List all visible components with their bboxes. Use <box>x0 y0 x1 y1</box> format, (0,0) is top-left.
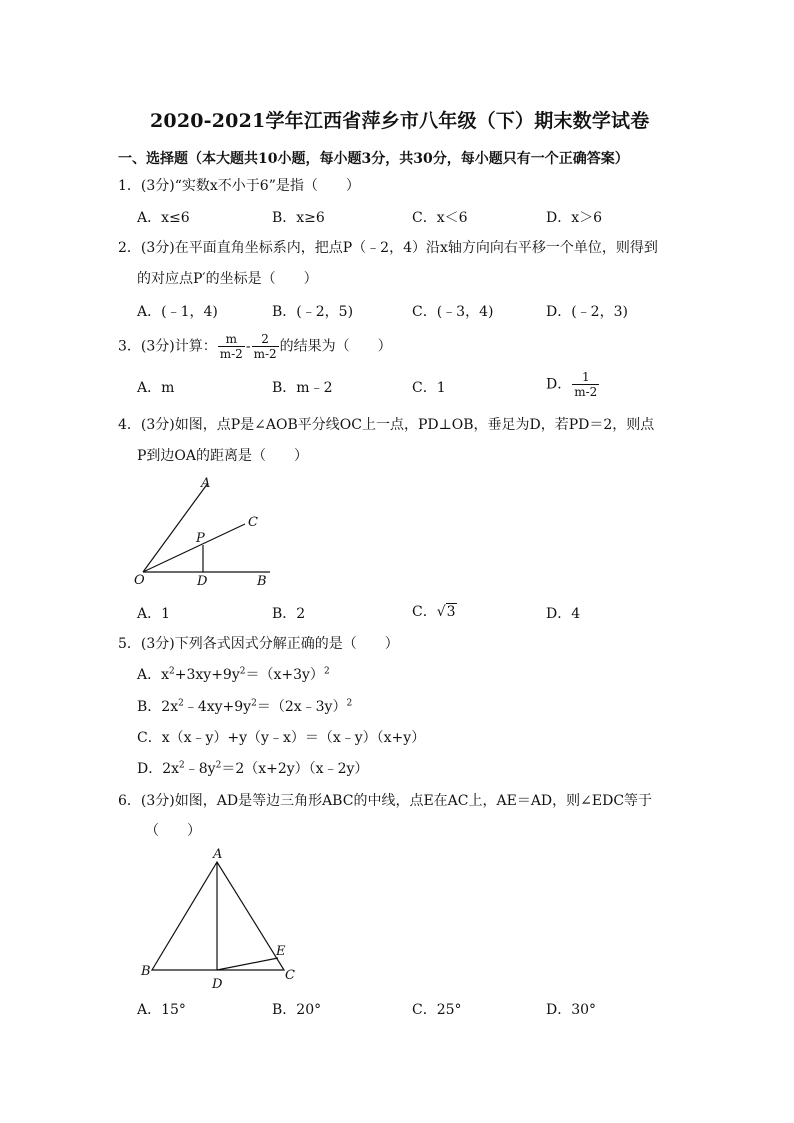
question-5-stem: 5．(3分)下列各式因式分解正确的是（ ） <box>118 636 399 652</box>
ray-oa <box>143 483 208 572</box>
label-d: D <box>212 977 223 992</box>
question-1-option-b[interactable]: B．x≥6 <box>272 210 325 226</box>
question-4-stem-line1: 4．(3分)如图，点P是∠AOB平分线OC上一点，PD⊥OB，垂足为D，若PD＝2，则点 <box>118 417 655 433</box>
question-3-option-d[interactable]: D． $\frac{1}{m-2}$ <box>546 370 598 399</box>
question-4-option-b[interactable]: B．2 <box>272 606 306 622</box>
sqrt-symbol: √3 <box>436 604 456 620</box>
label-o: O <box>134 573 145 588</box>
label-b: B <box>141 964 151 979</box>
question-4-option-d[interactable]: D．4 <box>546 606 581 622</box>
question-3-suffix: 的结果为（ ） <box>279 338 392 355</box>
question-4-option-a[interactable]: A．1 <box>137 606 171 622</box>
question-3-stem <box>118 332 392 361</box>
section-heading: 一、选择题（本大题共10小题，每小题3分，共30分，每小题只有一个正确答案） <box>118 151 629 167</box>
triangle-abc <box>152 862 284 970</box>
question-1-option-c[interactable]: C．x＜6 <box>412 210 468 226</box>
page-title: 2020-2021学年江西省萍乡市八年级（下）期末数学试卷 <box>150 110 650 132</box>
question-6-option-a[interactable]: A．15° <box>137 1002 186 1018</box>
question-1-option-d[interactable]: D．x＞6 <box>546 210 603 226</box>
ray-oc <box>143 524 245 572</box>
question-3-option-c[interactable]: C．1 <box>412 380 446 396</box>
fraction-1: $\frac{m}{m-2}$ <box>219 332 243 361</box>
label-e: E <box>276 944 286 959</box>
segment-de <box>217 958 278 970</box>
label-a: A <box>201 476 211 491</box>
label-b: B <box>257 574 267 589</box>
minus-sign: - <box>245 338 251 355</box>
question-5-option-d[interactable]: D．$2x^2﹣8y^2=2(x+2y)(x﹣2y)$ <box>137 760 369 777</box>
label-c: C <box>248 515 258 530</box>
question-2-option-d[interactable]: D．(﹣2，3) <box>546 304 628 320</box>
question-3-option-b[interactable]: B．m﹣2 <box>272 380 333 396</box>
question-5-option-a[interactable]: A．$x^2+3xy+9y^2=(x+3y)^2$ <box>137 666 330 683</box>
question-6-stem-line1: 6．(3分)如图，AD是等边三角形ABC的中线，点E在AC上，AE＝AD，则∠EDC等于 <box>118 793 653 809</box>
label-d: D <box>197 574 208 589</box>
question-6-stem-line2: （ ） <box>145 823 201 839</box>
question-5-option-c[interactable]: C．x（x﹣y）+y（y﹣x）＝（x﹣y）（x+y） <box>137 730 426 746</box>
angle-bisector-figure <box>130 472 290 594</box>
label-c: C <box>285 968 295 983</box>
question-1-option-a[interactable]: A．x≤6 <box>137 210 190 226</box>
question-2-stem-line1: 2．(3分)在平面直角坐标系内，把点P（﹣2，4）沿x轴方向向右平移一个单位，则得到 <box>118 240 658 256</box>
question-2-stem-line2: 的对应点P′的坐标是（ ） <box>137 271 318 287</box>
question-6-option-c[interactable]: C．25° <box>412 1002 462 1018</box>
question-6-option-b[interactable]: B．20° <box>272 1002 322 1018</box>
question-4-option-c[interactable]: C．√3 <box>412 604 456 620</box>
question-6-option-d[interactable]: D．30° <box>546 1002 597 1018</box>
fraction-2: $\frac{2}{m-2}$ <box>253 332 277 361</box>
question-3-option-a[interactable]: A．m <box>137 380 175 396</box>
question-2-option-b[interactable]: B．(﹣2，5) <box>272 304 354 320</box>
question-3-prefix: 3．(3分)计算： <box>118 338 217 355</box>
question-2-option-a[interactable]: A．(﹣1，4) <box>137 304 218 320</box>
triangle-figure <box>134 842 304 992</box>
question-5-option-b[interactable]: B．$2x^2﹣4xy+9y^2=(2x﹣3y)^2$ <box>137 698 353 715</box>
label-a: A <box>213 847 223 862</box>
question-4-stem-line2: P到边OA的距离是（ ） <box>137 448 309 464</box>
label-p: P <box>196 531 205 546</box>
question-2-option-c[interactable]: C．(﹣3，4) <box>412 304 494 320</box>
question-1-stem: 1．(3分)“实数x不小于6”是指（ ） <box>118 178 360 194</box>
